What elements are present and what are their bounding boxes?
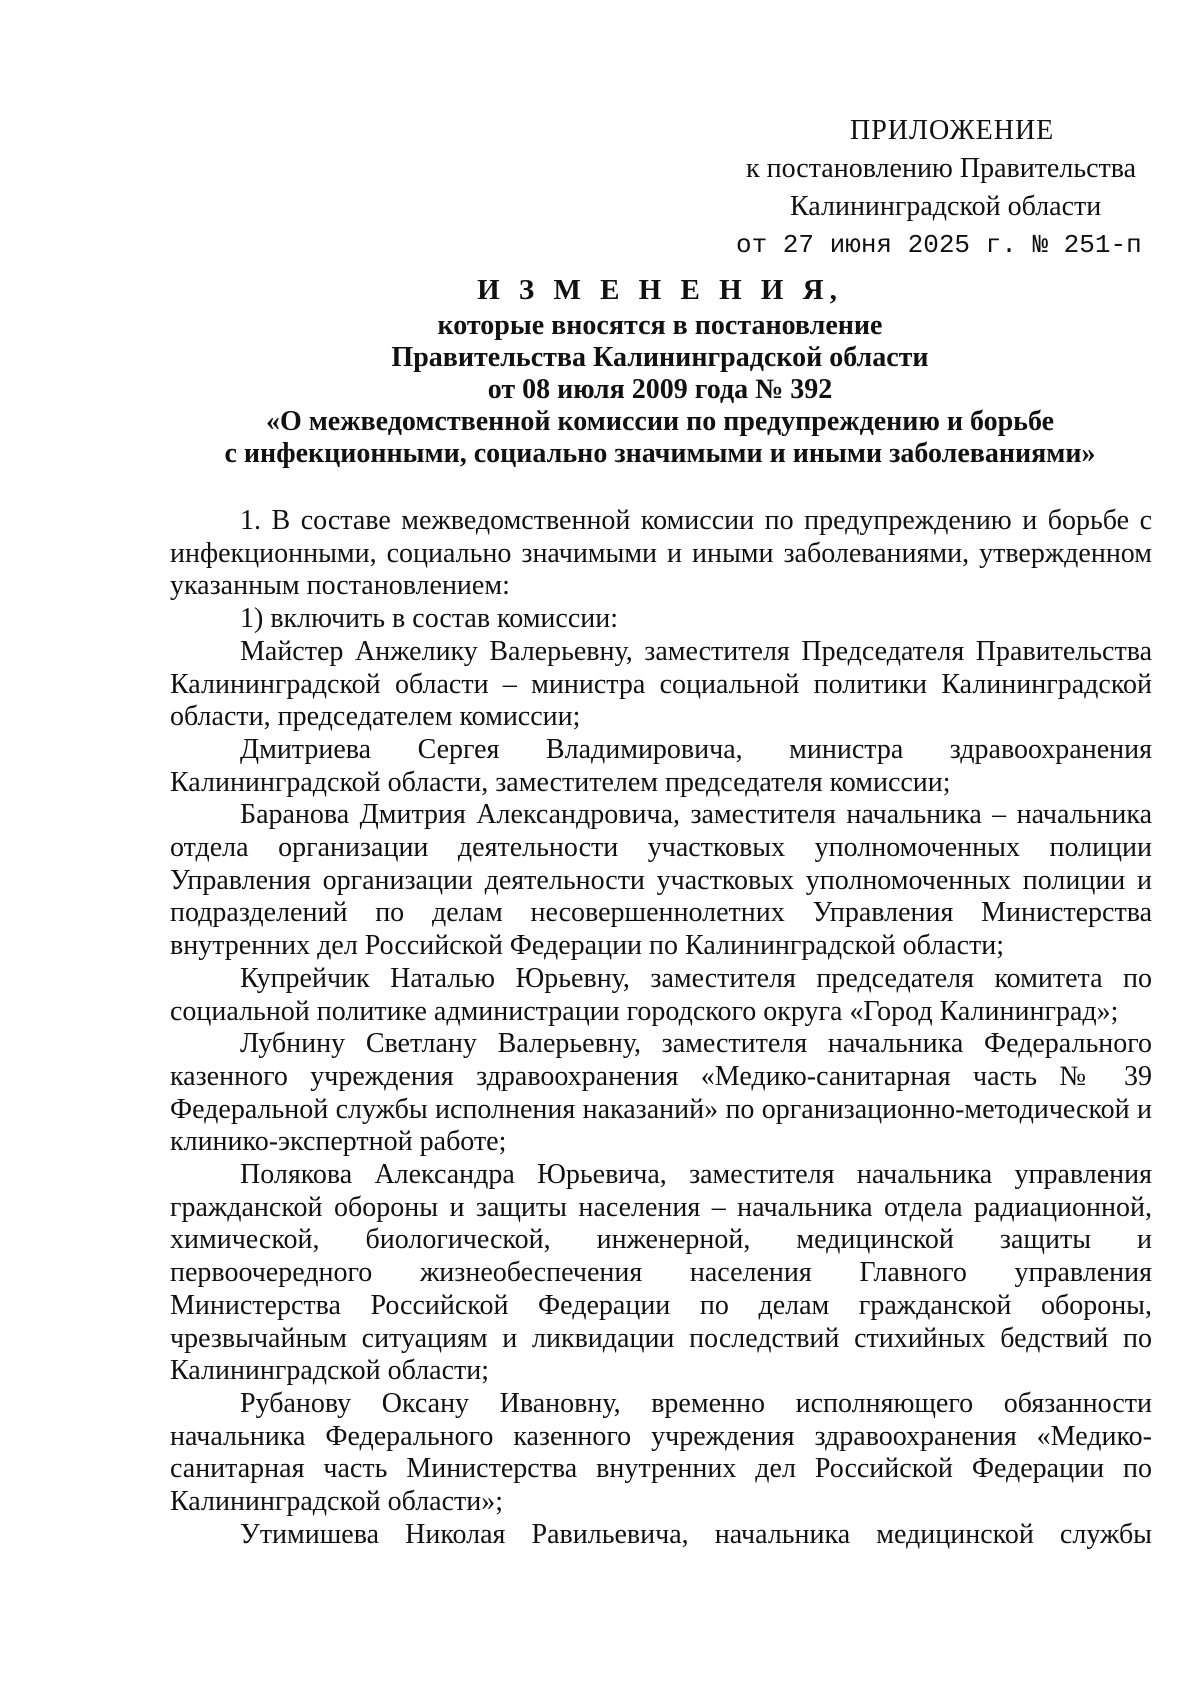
paragraph-3: Майстер Анжелику Валерьевну, заместителя Председателя Правительства Калининградской области – министра социальной политики Калининградской области, председателем комиссии; <box>170 635 1152 733</box>
paragraph-1: 1. В составе межведомственной комиссии по предупреждению и борьбе с инфекционными, социально значимыми и иными заболеваниями, утвержденном указанным постановлением: <box>170 505 1152 602</box>
heading-line-2: Правительства Калининградской области <box>391 342 929 373</box>
paragraph-6: Купрейчик Наталью Юрьевну, заместителя председателя комитета по социальной политике администрации городского округа «Город Калининград»; <box>170 962 1152 1027</box>
paragraph-10: Утимишева Николая Равильевича, начальника медицинской службы <box>240 1518 1152 1550</box>
appendix-title: ПРИЛОЖЕНИЕ <box>850 115 1055 146</box>
document-body <box>170 505 1152 1552</box>
paragraph-8: Полякова Александра Юрьевича, заместителя начальника управления гражданской обороны и защиты населения – начальника отдела радиационной, химической, биологической, инженерной, медицинской защиты и первоочередного жизнеобеспечения населения Главного управления Министерства Российской Федерации по делам гражданской обороны, чрезвычайным ситуациям и ликвидации последствий стихийных бедствий по Калининградской области; <box>170 1159 1152 1387</box>
heading-line-1: которые вносятся в постановление <box>437 310 883 341</box>
paragraph-9: Рубанову Оксану Ивановну, временно исполняющего обязанности начальника Федерального казенного учреждения здравоохранения «Медико-санитарная часть Министерства внутренних дел Российской Федерации по Калининградской области»; <box>170 1387 1152 1518</box>
heading-line-4: «О межведомственной комиссии по предупреждению и борьбе <box>265 406 1055 437</box>
paragraph-5: Баранова Дмитрия Александровича, заместителя начальника – начальника отдела организации деятельности участковых уполномоченных полиции Управления организации деятельности участковых уполномоченных полиции и подразделений по делам несовершеннолетних Управления Министерства внутренних дел Российской Федерации по Калининградской области; <box>170 799 1152 962</box>
heading-line-5: с инфекционными, социально значимыми и иными заболеваниями» <box>224 438 1096 469</box>
document-heading <box>170 274 1150 470</box>
appendix-date-number: от 27 июня 2025 г. № 251-п <box>736 230 1142 260</box>
heading-line-3: от 08 июля 2009 года № 392 <box>487 374 833 405</box>
heading-title: И З М Е Н Е Н И Я, <box>477 274 843 306</box>
appendix-region: Калининградской области <box>790 191 1102 222</box>
paragraph-4: Дмитриева Сергея Владимировича, министра здравоохранения Калининградской области, заместителем председателя комиссии; <box>170 733 1152 798</box>
appendix-reference: к постановлению Правительства <box>746 153 1137 184</box>
paragraph-7: Лубнину Светлану Валерьевну, заместителя начальника Федерального казенного учреждения здравоохранения «Медико-санитарная часть № 39 Федеральной службы исполнения наказаний» по организационно-методической и клинико-экспертной работе; <box>170 1028 1152 1158</box>
paragraph-2: 1) включить в состав комиссии: <box>240 603 618 635</box>
appendix-block <box>700 112 1140 264</box>
